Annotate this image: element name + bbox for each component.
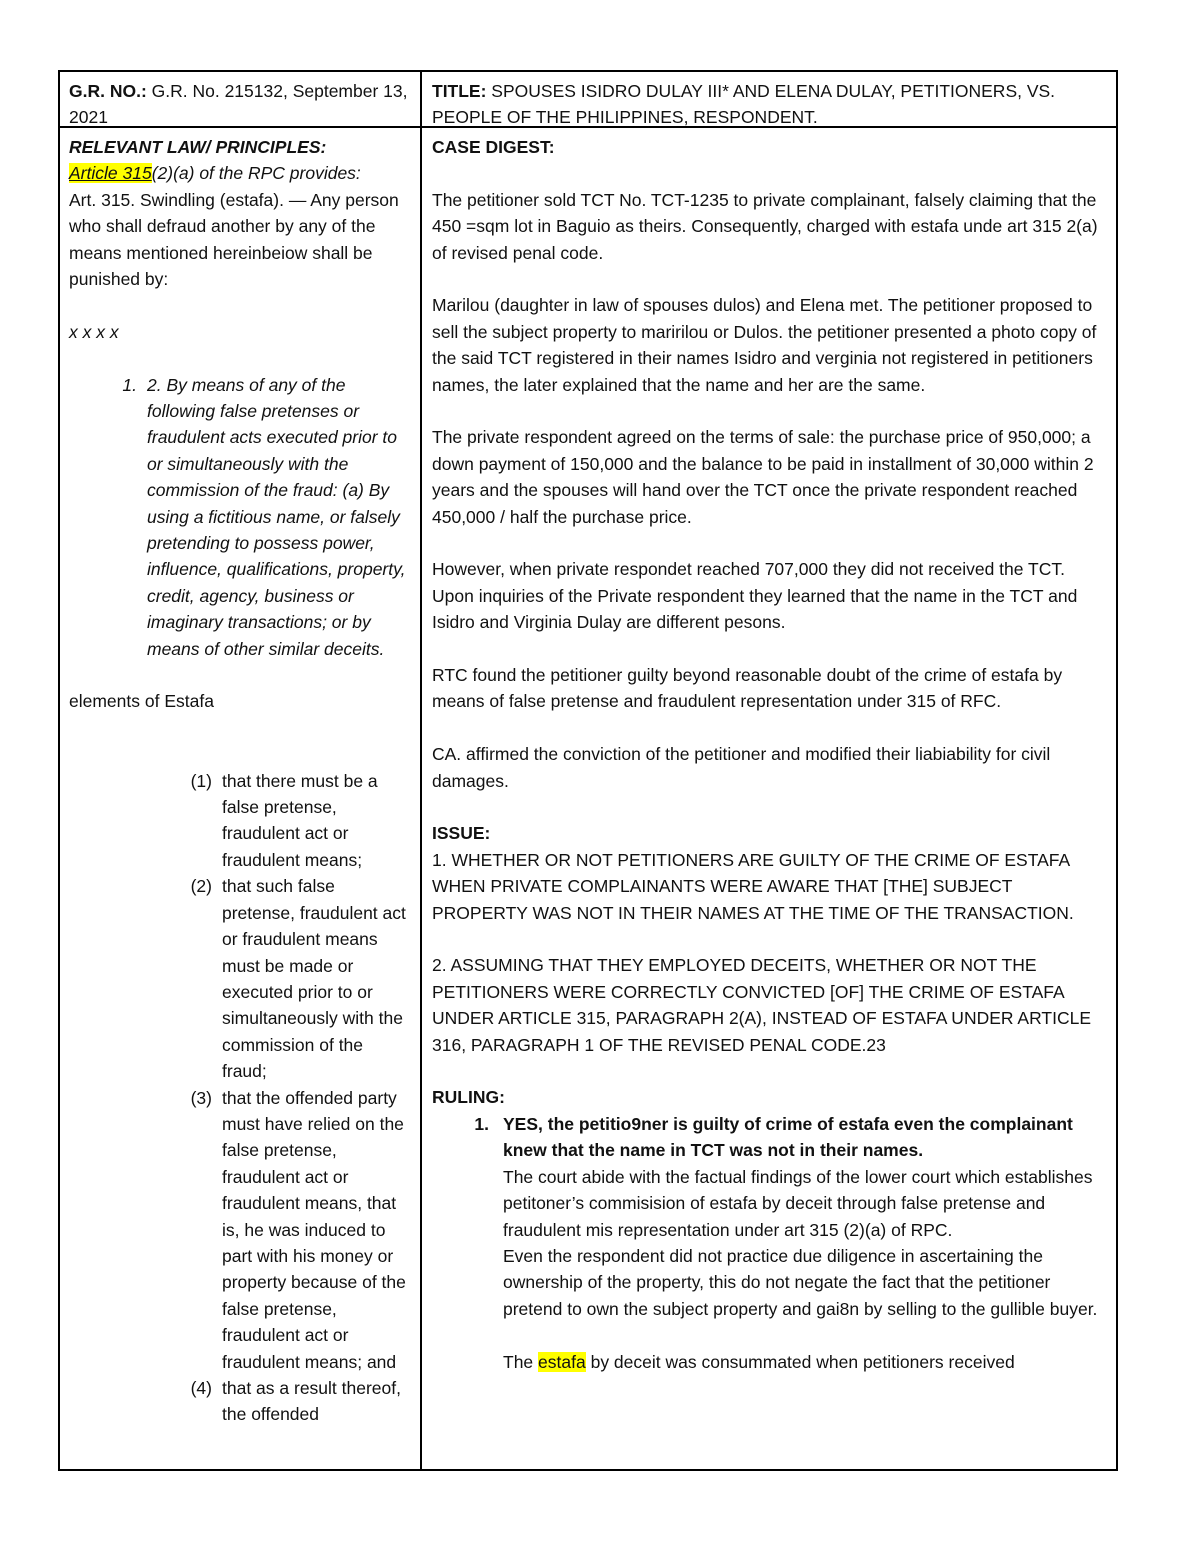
digest-paragraph: The private respondent agreed on the terms of sale: the purchase price of 950,000; a down payment of 150,000 and the balance to be paid in installment of 30,000 within 2 years and the spouses will hand over the TCT once the private respondent reached 450,000 / half the purchase price. xyxy=(432,427,1094,527)
case-digest-heading: CASE DIGEST: xyxy=(432,137,555,157)
header-row xyxy=(60,72,1116,128)
title-cell xyxy=(422,72,1116,126)
digest-paragraph: CA. affirmed the conviction of the petitioner and modified their liabiability for civil damages. xyxy=(432,744,1051,791)
title-value: SPOUSES ISIDRO DULAY III* AND ELENA DULAY, PETITIONERS, VS. PEOPLE OF THE PHILIPPINES, RESPONDENT. xyxy=(432,81,1056,128)
ruling-item xyxy=(432,1111,1104,1375)
element-text: that the offended party must have relied on the false pretense, fraudulent act or fraudulent means, that is, he was induced to part with his money or property because of the false pretense, fraudulent act or fraudulent means; and xyxy=(222,1087,406,1372)
issue-item: 2. ASSUMING THAT THEY EMPLOYED DECEITS, WHETHER OR NOT THE PETITIONERS WERE CORRECTLY CONVICTED [OF] THE CRIME OF ESTAFA UNDER ARTICLE 315, PARAGRAPH 2(A), INSTEAD OF ESTAFA UNDER ARTICLE 316, PARAGRAPH 1 OF THE REVISED PENAL CODE.23 xyxy=(432,955,1092,1055)
ruling-heading: RULING: xyxy=(432,1087,505,1108)
digest-paragraph: Marilou (daughter in law of spouses dulos) and Elena met. The petitioner proposed to sell the subject property to maririlou or Dulos. the petitioner presented a photo copy of the said TCT registered in their names Isidro and verginia not registered in petitioners names, the later explained that the name and her are the same. xyxy=(432,295,1097,395)
article-reference xyxy=(69,160,411,186)
ruling-paragraph-post: by deceit was consummated when petitioners received xyxy=(585,1351,1015,1372)
element-item xyxy=(69,873,411,1084)
gr-label: G.R. NO.: xyxy=(69,81,147,101)
ruling-holding: YES, the petitio9ner is guilty of crime of estafa even the complainant knew that the name in TCT was not in their names. xyxy=(503,1113,1073,1161)
element-item xyxy=(69,1085,411,1375)
element-marker: (2) xyxy=(190,876,212,897)
ruling-paragraph-pre: The xyxy=(503,1351,539,1372)
element-text: that there must be a false pretense, fraudulent act or fraudulent means; xyxy=(222,770,378,870)
element-item xyxy=(69,1375,411,1428)
element-item xyxy=(69,768,411,874)
title-label: TITLE: xyxy=(432,81,487,101)
ellipsis-text: x x x x xyxy=(69,321,119,342)
article-item-text: 2. By means of any of the following false pretenses or fraudulent acts executed prior to or simultaneously with the commission of the fraud: (a) By using a fictitious name, or falsely pretending to possess power, influence, qualifications, property, credit, agency, business or imaginary transactions; or by means of other similar deceits. xyxy=(147,374,406,659)
element-marker: (3) xyxy=(190,1087,212,1108)
digest-paragraph: RTC found the petitioner guilty beyond reasonable doubt of the crime of estafa by means of false pretense and fraudulent representation under 315 of RFC. xyxy=(432,665,1063,712)
article-ref-rest: (2)(a) of the RPC provides: xyxy=(151,163,361,184)
element-marker: (4) xyxy=(190,1378,212,1399)
digest-paragraph: However, when private respondet reached 707,000 they did not received the TCT. Upon inquiries of the Private respondent they learned that the name in the TCT and Isidro and Virginia Dulay are different pesons. xyxy=(432,559,1078,633)
article-ref-highlight: Article 315 xyxy=(69,163,152,184)
element-text: that as a result thereof, the offended xyxy=(222,1378,401,1425)
estafa-highlight: estafa xyxy=(538,1351,586,1372)
list-marker: 1. xyxy=(122,374,137,395)
digest-paragraph: The petitioner sold TCT No. TCT-1235 to private complainant, falsely claiming that the 450 =sqm lot in Baguio as theirs. Consequently, charged with estafa unde art 315 2(a) of revised penal code. xyxy=(432,189,1098,263)
gr-number-cell xyxy=(60,72,422,126)
ruling-paragraph: The court abide with the factual findings of the lower court which establishes petitoner’s commisision of estafa by deceit through false pretense and fraudulent mis representation under art 315 (2)(a) of RPC. xyxy=(503,1166,1093,1240)
body-row xyxy=(60,128,1116,1471)
ruling-paragraph: Even the respondent did not practice due diligence in ascertaining the ownership of the property, this do not negate the fact that the petitioner pretend to own the subject property and gai8n by selling to the gullible buyer. xyxy=(503,1245,1098,1319)
relevant-law-cell xyxy=(60,128,422,1471)
elements-heading: elements of Estafa xyxy=(69,691,214,712)
issue-heading: ISSUE: xyxy=(432,823,491,844)
element-text: that such false pretense, fraudulent act or fraudulent means must be made or executed prior to or simultaneously with the commission of the fraud; xyxy=(222,876,406,1082)
ruling-marker: 1. xyxy=(474,1113,489,1134)
element-marker: (1) xyxy=(190,770,212,791)
digest-table xyxy=(58,70,1118,1471)
relevant-law-heading: RELEVANT LAW/ PRINCIPLES: xyxy=(69,137,327,157)
article-list-item xyxy=(69,372,411,662)
gr-value: G.R. No. 215132, September 13, 2021 xyxy=(69,81,408,128)
issue-item: 1. WHETHER OR NOT PETITIONERS ARE GUILTY OF THE CRIME OF ESTAFA WHEN PRIVATE COMPLAINANTS WERE AWARE THAT [THE] SUBJECT PROPERTY WAS NOT IN THEIR NAMES AT THE TIME OF THE TRANSACTION. xyxy=(432,849,1074,923)
article-text: Art. 315. Swindling (estafa). — Any person who shall defraud another by any of the means mentioned hereinbeiow shall be punished by: xyxy=(69,189,399,290)
ruling-body xyxy=(503,1111,1103,1375)
case-digest-cell xyxy=(422,128,1116,1471)
